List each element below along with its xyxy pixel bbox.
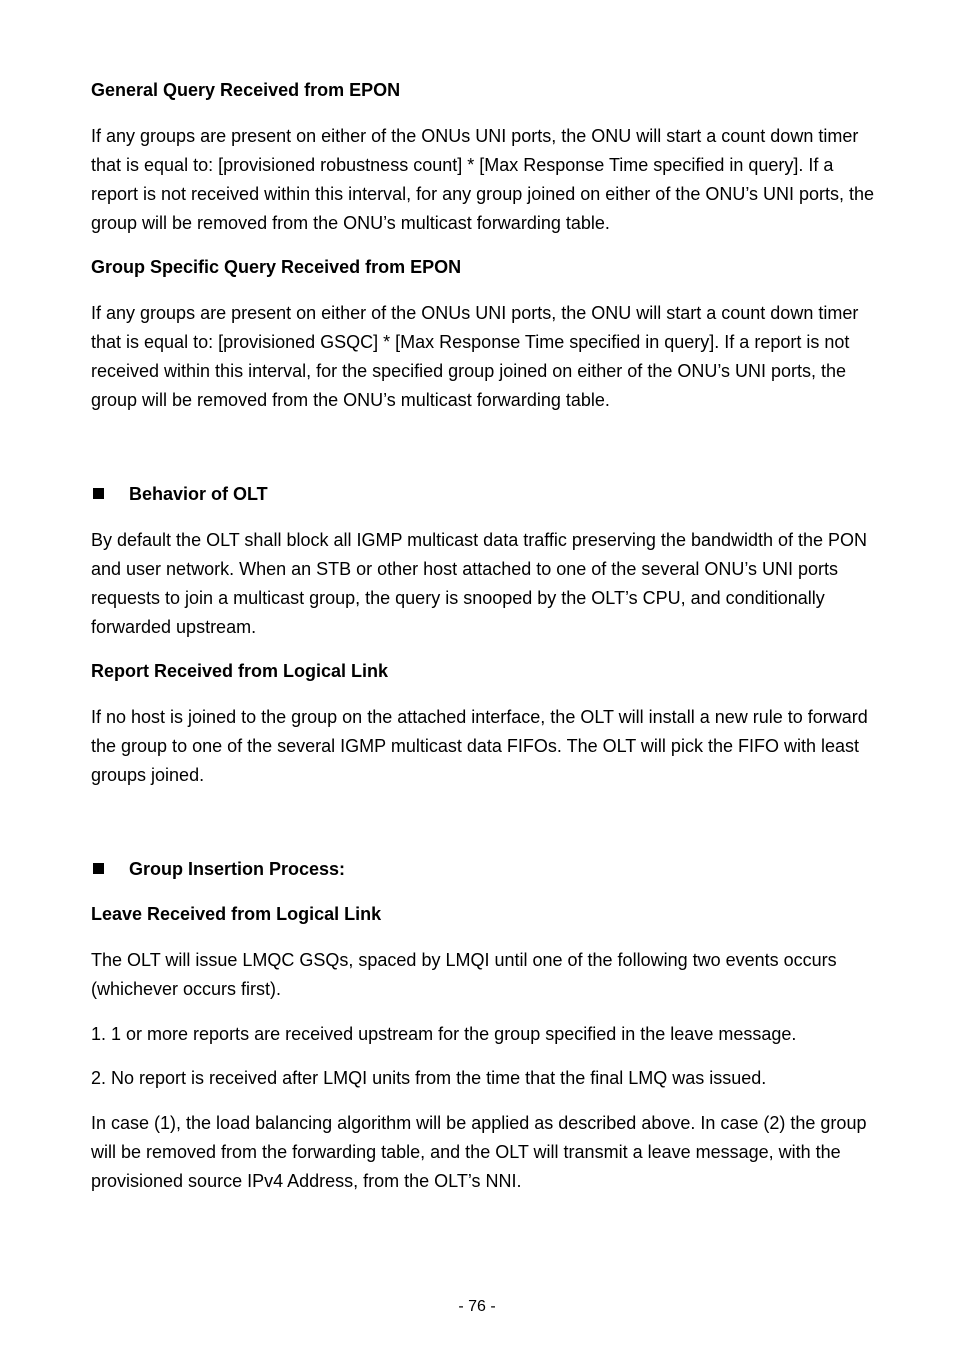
page-content — [91, 78, 881, 1196]
report-received-heading: Report Received from Logical Link — [91, 661, 389, 681]
closing-text: In case (1), the load balancing algorithm will be applied as described above. In case (2) the group will be removed from the forwarding table, and the OLT will transmit a leave message, with the provisioned source IPv4 Address, from the OLT’s NNI. — [91, 1113, 867, 1191]
group-specific-text: If any groups are present on either of the ONUs UNI ports, the ONU will start a count down timer that is equal to: [provisioned GSQC] * [Max Response Time specified in query]. If a report is not received within this interval, for the specified group joined on either of the ONU’s UNI ports, the group will be removed from the ONU’s multicast forwarding table. — [91, 303, 859, 410]
group-insertion-heading-label: Group Insertion Process: — [129, 859, 346, 879]
behavior-olt-heading-label: Behavior of OLT — [129, 484, 268, 504]
report-received-text: If no host is joined to the group on the attached interface, the OLT will install a new rule to forward the group to one of the several IGMP multicast data FIFOs. The OLT will pick the FIFO with least groups joined. — [91, 707, 868, 785]
list-item-2: 2. No report is received after LMQI units from the time that the final LMQ was issued. — [91, 1068, 767, 1088]
general-query-heading: General Query Received from EPON — [91, 80, 401, 100]
square-bullet-icon — [93, 863, 104, 874]
list-item-1: 1. 1 or more reports are received upstream for the group specified in the leave message. — [91, 1024, 797, 1044]
page-number: - 76 - — [458, 1298, 496, 1315]
leave-received-text: The OLT will issue LMQC GSQs, spaced by LMQI until one of the following two events occurs (whichever occurs first). — [91, 950, 837, 999]
general-query-text: If any groups are present on either of the ONUs UNI ports, the ONU will start a count down timer that is equal to: [provisioned robustness count] * [Max Response Time specified in query]. If a report is not received within this interval, for any group joined on either of the ONU’s UNI ports, the group will be removed from the ONU’s multicast forwarding table. — [91, 126, 875, 233]
group-insertion-heading — [91, 857, 881, 881]
square-bullet-icon — [93, 488, 104, 499]
group-specific-heading: Group Specific Query Received from EPON — [91, 257, 462, 277]
behavior-olt-heading — [91, 482, 881, 506]
behavior-olt-text: By default the OLT shall block all IGMP multicast data traffic preserving the bandwidth of the PON and user network. When an STB or other host attached to one of the several ONU’s UNI ports requests to join a multicast group, the query is snooped by the OLT’s CPU, and conditionally forwarded upstream. — [91, 530, 868, 637]
leave-received-heading: Leave Received from Logical Link — [91, 904, 382, 924]
